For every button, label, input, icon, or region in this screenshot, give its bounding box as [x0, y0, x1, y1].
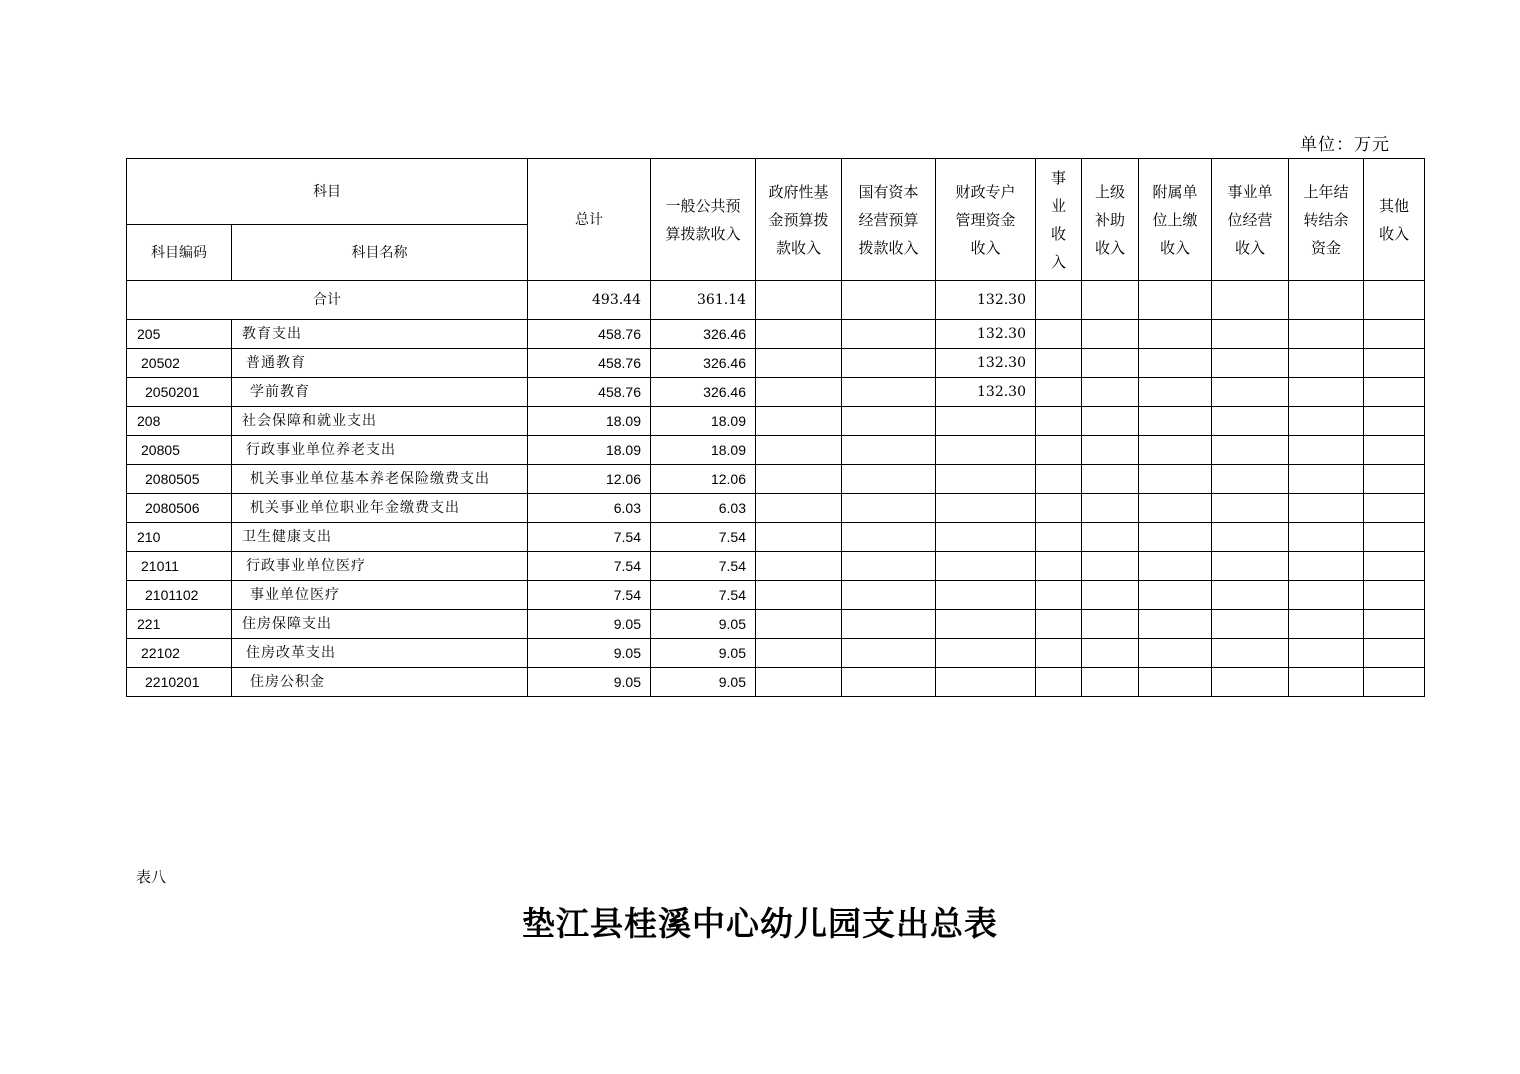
row-affiliated-payment [1139, 378, 1212, 407]
row-fiscal-special [936, 668, 1036, 697]
row-superior-subsidy [1082, 610, 1139, 639]
row-carryover [1289, 349, 1364, 378]
row-gov-fund [756, 407, 842, 436]
row-total: 18.09 [528, 436, 651, 465]
row-business-income [1036, 349, 1082, 378]
row-carryover [1289, 523, 1364, 552]
row-business-income [1036, 494, 1082, 523]
row-business-income [1036, 581, 1082, 610]
row-business-income [1036, 523, 1082, 552]
row-total: 458.76 [528, 320, 651, 349]
row-business-operating [1212, 668, 1289, 697]
row-other [1364, 407, 1425, 436]
page-title: 垫江县桂溪中心幼儿园支出总表 [522, 904, 998, 943]
row-affiliated-payment [1139, 552, 1212, 581]
row-other [1364, 436, 1425, 465]
row-affiliated-payment [1139, 465, 1212, 494]
row-business-income [1036, 552, 1082, 581]
row-business-operating [1212, 436, 1289, 465]
row-total: 12.06 [528, 465, 651, 494]
row-state-capital [842, 494, 936, 523]
row-fiscal-special [936, 494, 1036, 523]
row-state-capital [842, 639, 936, 668]
row-name: 普通教育 [232, 349, 528, 378]
row-superior-subsidy [1082, 668, 1139, 697]
row-gov-fund [756, 494, 842, 523]
row-gov-fund [756, 581, 842, 610]
row-other [1364, 349, 1425, 378]
row-general-budget: 18.09 [651, 407, 756, 436]
row-business-income [1036, 465, 1082, 494]
row-superior-subsidy [1082, 436, 1139, 465]
row-state-capital [842, 465, 936, 494]
row-name: 事业单位医疗 [232, 581, 528, 610]
row-state-capital [842, 378, 936, 407]
row-fiscal-special [936, 436, 1036, 465]
row-carryover [1289, 436, 1364, 465]
total-business-operating [1212, 281, 1289, 320]
row-superior-subsidy [1082, 494, 1139, 523]
header-superior-subsidy-text: 上级补助收入 [1094, 182, 1125, 257]
header-business-operating-text: 事业单位经营收入 [1227, 182, 1273, 257]
total-other [1364, 281, 1425, 320]
row-general-budget: 7.54 [651, 581, 756, 610]
row-total: 9.05 [528, 610, 651, 639]
row-gov-fund [756, 465, 842, 494]
data-rows [127, 320, 1425, 697]
header-business-operating [1212, 159, 1289, 281]
header-subject-code: 科目编码 [127, 225, 232, 281]
row-state-capital [842, 349, 936, 378]
row-code: 2080506 [127, 494, 232, 523]
row-total: 9.05 [528, 668, 651, 697]
table-row [127, 552, 1425, 581]
total-general-budget: 361.14 [651, 281, 756, 320]
row-general-budget: 18.09 [651, 436, 756, 465]
table-row [127, 581, 1425, 610]
row-affiliated-payment [1139, 523, 1212, 552]
row-total: 7.54 [528, 552, 651, 581]
table-row [127, 378, 1425, 407]
row-fiscal-special: 132.30 [936, 349, 1036, 378]
row-total: 7.54 [528, 523, 651, 552]
row-state-capital [842, 668, 936, 697]
row-name: 机关事业单位基本养老保险缴费支出 [232, 465, 528, 494]
row-other [1364, 552, 1425, 581]
row-superior-subsidy [1082, 639, 1139, 668]
row-gov-fund [756, 610, 842, 639]
table-row [127, 639, 1425, 668]
row-total: 458.76 [528, 378, 651, 407]
row-business-operating [1212, 407, 1289, 436]
row-code: 2080505 [127, 465, 232, 494]
row-gov-fund [756, 552, 842, 581]
header-fiscal-special-text: 财政专户管理资金收入 [955, 182, 1016, 257]
row-general-budget: 9.05 [651, 668, 756, 697]
row-business-income [1036, 668, 1082, 697]
row-gov-fund [756, 668, 842, 697]
row-business-operating [1212, 378, 1289, 407]
row-affiliated-payment [1139, 494, 1212, 523]
row-fiscal-special [936, 610, 1036, 639]
total-superior-subsidy [1082, 281, 1139, 320]
row-carryover [1289, 320, 1364, 349]
row-superior-subsidy [1082, 552, 1139, 581]
row-affiliated-payment [1139, 436, 1212, 465]
row-general-budget: 7.54 [651, 552, 756, 581]
total-state-capital [842, 281, 936, 320]
row-superior-subsidy [1082, 581, 1139, 610]
row-code: 221 [127, 610, 232, 639]
row-name: 住房公积金 [232, 668, 528, 697]
header-subject: 科目 [127, 159, 528, 225]
row-superior-subsidy [1082, 465, 1139, 494]
header-affiliated-payment-text: 附属单位上缴收入 [1152, 182, 1198, 257]
row-business-operating [1212, 494, 1289, 523]
row-gov-fund [756, 639, 842, 668]
header-general-budget-text: 一般公共预算拨款收入 [665, 196, 741, 243]
row-state-capital [842, 552, 936, 581]
table-row [127, 610, 1425, 639]
row-total: 458.76 [528, 349, 651, 378]
row-gov-fund [756, 349, 842, 378]
row-fiscal-special [936, 465, 1036, 494]
header-gov-fund-text: 政府性基金预算拨款收入 [768, 182, 829, 257]
row-state-capital [842, 581, 936, 610]
row-name: 住房保障支出 [232, 610, 528, 639]
row-other [1364, 465, 1425, 494]
row-affiliated-payment [1139, 610, 1212, 639]
header-general-budget [651, 159, 756, 281]
row-fiscal-special [936, 581, 1036, 610]
row-general-budget: 7.54 [651, 523, 756, 552]
total-affiliated-payment [1139, 281, 1212, 320]
row-name: 行政事业单位养老支出 [232, 436, 528, 465]
row-business-income [1036, 436, 1082, 465]
row-fiscal-special: 132.30 [936, 320, 1036, 349]
row-total: 9.05 [528, 639, 651, 668]
row-general-budget: 6.03 [651, 494, 756, 523]
row-carryover [1289, 465, 1364, 494]
row-other [1364, 668, 1425, 697]
row-other [1364, 494, 1425, 523]
unit-label: 单位：万元 [1300, 135, 1390, 155]
row-state-capital [842, 436, 936, 465]
row-fiscal-special [936, 407, 1036, 436]
row-gov-fund [756, 378, 842, 407]
row-other [1364, 378, 1425, 407]
row-other [1364, 320, 1425, 349]
row-state-capital [842, 523, 936, 552]
row-gov-fund [756, 436, 842, 465]
row-name: 社会保障和就业支出 [232, 407, 528, 436]
row-name: 教育支出 [232, 320, 528, 349]
total-fiscal-special: 132.30 [936, 281, 1036, 320]
row-superior-subsidy [1082, 320, 1139, 349]
total-business-income [1036, 281, 1082, 320]
total-label: 合计 [127, 281, 528, 320]
header-state-capital-text: 国有资本经营预算拨款收入 [858, 182, 919, 257]
table-row [127, 349, 1425, 378]
row-state-capital [842, 407, 936, 436]
row-code: 2210201 [127, 668, 232, 697]
header-superior-subsidy [1082, 159, 1139, 281]
row-other [1364, 639, 1425, 668]
total-row [127, 281, 1425, 320]
row-business-operating [1212, 349, 1289, 378]
row-fiscal-special [936, 552, 1036, 581]
row-general-budget: 9.05 [651, 610, 756, 639]
row-superior-subsidy [1082, 523, 1139, 552]
row-code: 2101102 [127, 581, 232, 610]
row-total: 18.09 [528, 407, 651, 436]
row-business-operating [1212, 552, 1289, 581]
header-fiscal-special [936, 159, 1036, 281]
row-business-operating [1212, 610, 1289, 639]
row-state-capital [842, 320, 936, 349]
row-code: 21011 [127, 552, 232, 581]
row-state-capital [842, 610, 936, 639]
row-name: 学前教育 [232, 378, 528, 407]
row-name: 住房改革支出 [232, 639, 528, 668]
row-business-income [1036, 407, 1082, 436]
table-row [127, 320, 1425, 349]
row-code: 20805 [127, 436, 232, 465]
row-other [1364, 581, 1425, 610]
row-total: 7.54 [528, 581, 651, 610]
table-tag: 表八 [136, 868, 167, 886]
row-gov-fund [756, 523, 842, 552]
table-row [127, 407, 1425, 436]
table-row [127, 436, 1425, 465]
row-carryover [1289, 668, 1364, 697]
row-affiliated-payment [1139, 668, 1212, 697]
row-carryover [1289, 407, 1364, 436]
row-affiliated-payment [1139, 639, 1212, 668]
row-code: 22102 [127, 639, 232, 668]
row-code: 208 [127, 407, 232, 436]
table-row [127, 523, 1425, 552]
header-business-income [1036, 159, 1082, 281]
row-business-income [1036, 320, 1082, 349]
row-fiscal-special: 132.30 [936, 378, 1036, 407]
budget-table [126, 158, 1425, 697]
row-superior-subsidy [1082, 407, 1139, 436]
row-general-budget: 9.05 [651, 639, 756, 668]
row-general-budget: 326.46 [651, 378, 756, 407]
row-business-operating [1212, 465, 1289, 494]
header-total: 总计 [528, 159, 651, 281]
row-code: 2050201 [127, 378, 232, 407]
header-row-1 [127, 159, 1425, 225]
row-carryover [1289, 581, 1364, 610]
table-row [127, 494, 1425, 523]
row-name: 机关事业单位职业年金缴费支出 [232, 494, 528, 523]
row-carryover [1289, 610, 1364, 639]
row-superior-subsidy [1082, 349, 1139, 378]
row-total: 6.03 [528, 494, 651, 523]
row-code: 20502 [127, 349, 232, 378]
row-code: 205 [127, 320, 232, 349]
header-gov-fund [756, 159, 842, 281]
row-business-income [1036, 610, 1082, 639]
row-superior-subsidy [1082, 378, 1139, 407]
row-business-operating [1212, 523, 1289, 552]
row-business-operating [1212, 639, 1289, 668]
header-other [1364, 159, 1425, 281]
table-row [127, 668, 1425, 697]
row-business-operating [1212, 320, 1289, 349]
row-fiscal-special [936, 523, 1036, 552]
row-other [1364, 523, 1425, 552]
row-business-income [1036, 639, 1082, 668]
header-state-capital [842, 159, 936, 281]
row-carryover [1289, 552, 1364, 581]
row-affiliated-payment [1139, 581, 1212, 610]
row-general-budget: 326.46 [651, 349, 756, 378]
row-carryover [1289, 494, 1364, 523]
row-affiliated-payment [1139, 349, 1212, 378]
row-other [1364, 610, 1425, 639]
row-code: 210 [127, 523, 232, 552]
header-affiliated-payment [1139, 159, 1212, 281]
row-name: 卫生健康支出 [232, 523, 528, 552]
row-business-operating [1212, 581, 1289, 610]
header-carryover [1289, 159, 1364, 281]
row-carryover [1289, 378, 1364, 407]
header-subject-name: 科目名称 [232, 225, 528, 281]
total-carryover [1289, 281, 1364, 320]
row-business-income [1036, 378, 1082, 407]
row-name: 行政事业单位医疗 [232, 552, 528, 581]
total-total: 493.44 [528, 281, 651, 320]
header-carryover-text: 上年结转结余资金 [1303, 182, 1349, 257]
row-gov-fund [756, 320, 842, 349]
row-carryover [1289, 639, 1364, 668]
row-general-budget: 326.46 [651, 320, 756, 349]
row-fiscal-special [936, 639, 1036, 668]
header-business-income-text: 事业收入 [1050, 168, 1066, 271]
total-gov-fund [756, 281, 842, 320]
row-affiliated-payment [1139, 320, 1212, 349]
row-affiliated-payment [1139, 407, 1212, 436]
row-general-budget: 12.06 [651, 465, 756, 494]
table-row [127, 465, 1425, 494]
header-other-text: 其他收入 [1378, 196, 1409, 243]
